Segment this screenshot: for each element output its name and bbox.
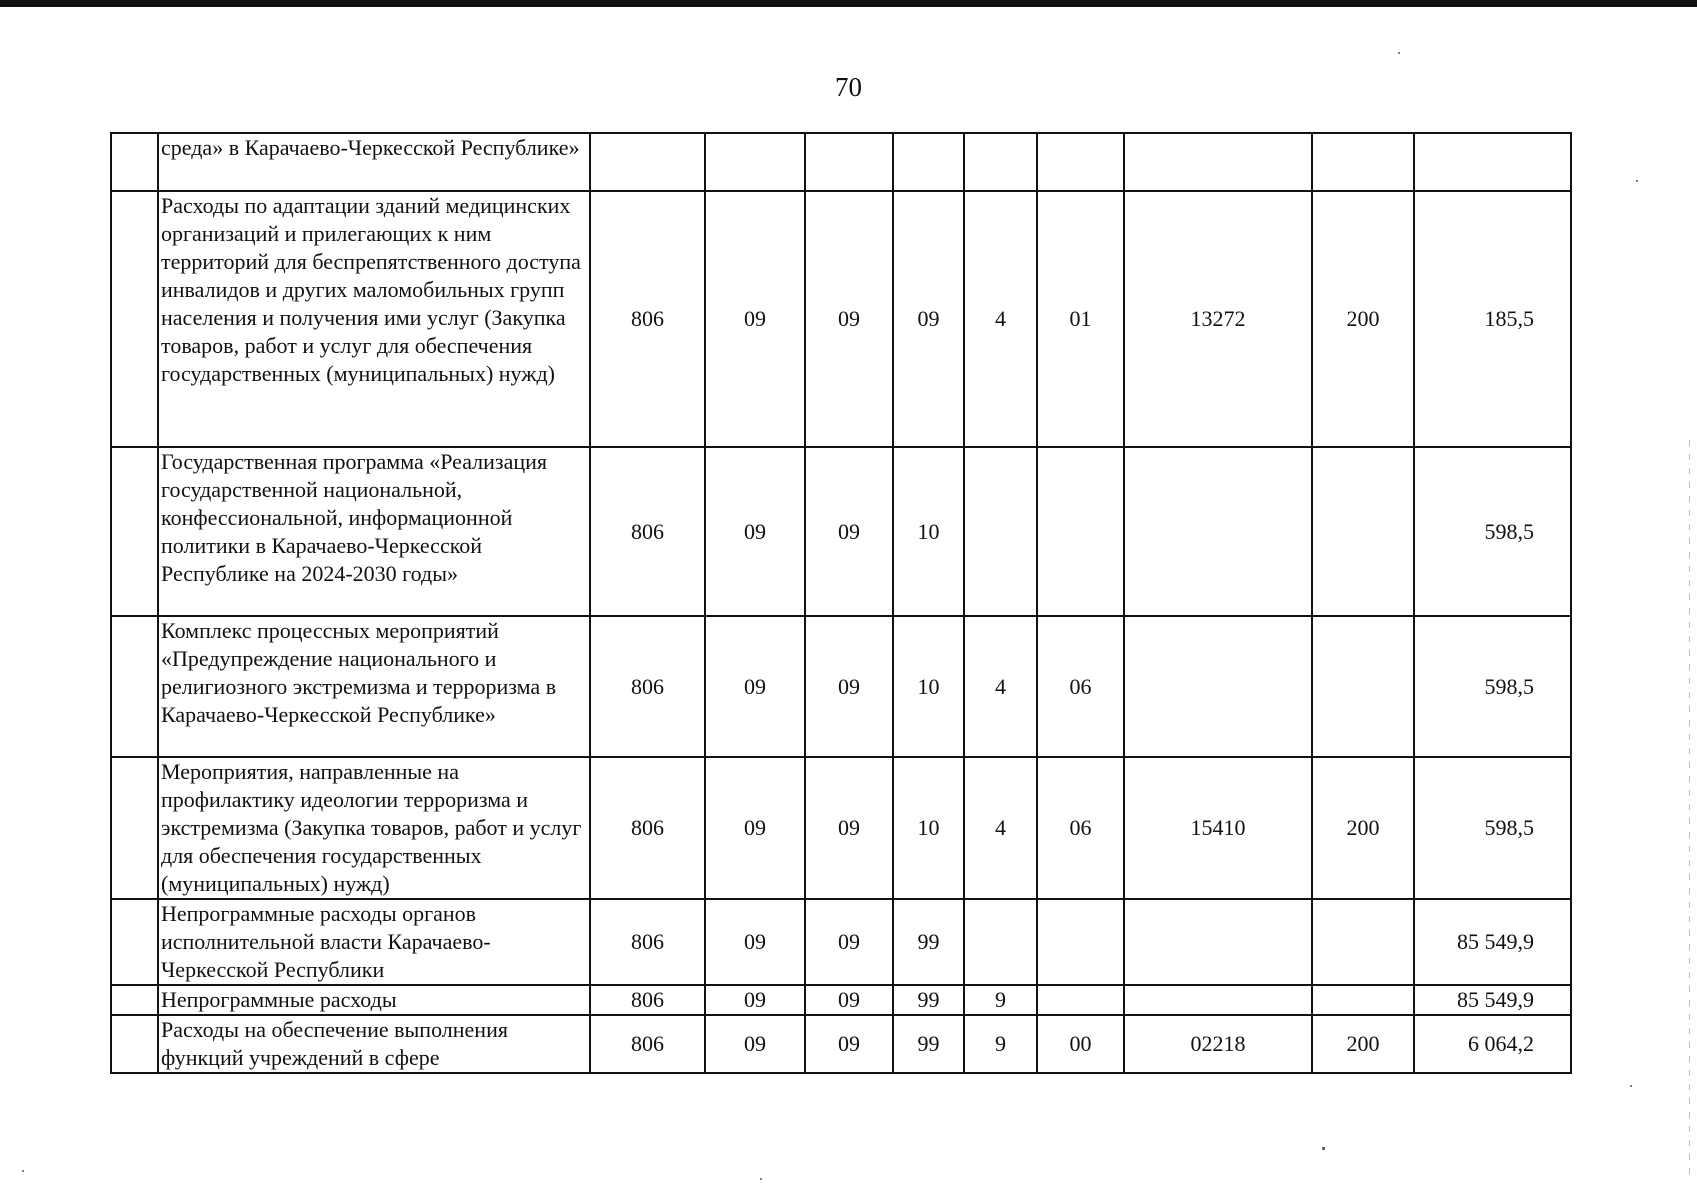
program-type-cell: 4 xyxy=(964,191,1037,447)
row-marker-cell xyxy=(111,191,158,447)
structure-cell: 01 xyxy=(1037,191,1124,447)
program-cell: 09 xyxy=(893,191,964,447)
structure-cell xyxy=(1037,133,1124,191)
program-cell xyxy=(893,133,964,191)
table-row xyxy=(111,757,1571,899)
program-type-cell xyxy=(964,899,1037,985)
description-cell: среда» в Карачаево-Черкесской Республике» xyxy=(158,133,590,191)
direction-cell: 15410 xyxy=(1124,757,1312,899)
structure-cell xyxy=(1037,447,1124,616)
subsection-cell: 09 xyxy=(805,899,893,985)
direction-cell xyxy=(1124,447,1312,616)
program-type-cell: 4 xyxy=(964,757,1037,899)
subsection-cell: 09 xyxy=(805,985,893,1015)
subsection-cell xyxy=(805,133,893,191)
amount-cell: 598,5 xyxy=(1414,757,1571,899)
program-cell: 10 xyxy=(893,447,964,616)
ministry-cell: 806 xyxy=(590,191,705,447)
description-cell: Расходы по адаптации зданий медицинских организаций и прилегающих к ним территорий для беспрепятственного доступа инвалидов и других маломобильных групп населения и получения ими услуг (Закупка товаров, работ и услуг для обеспечения государственных (муниципальных) нужд) xyxy=(158,191,590,447)
amount-cell: 185,5 xyxy=(1414,191,1571,447)
ministry-cell: 806 xyxy=(590,447,705,616)
scan-speck xyxy=(1322,1147,1325,1150)
budget-table xyxy=(110,132,1572,1074)
expense-type-cell xyxy=(1312,899,1414,985)
scan-speck xyxy=(1398,52,1400,54)
scan-speck xyxy=(22,1170,24,1172)
description-cell: Расходы на обеспечение выполнения функций учреждений в сфере xyxy=(158,1015,590,1073)
expense-type-cell: 200 xyxy=(1312,757,1414,899)
table-row xyxy=(111,899,1571,985)
table-row xyxy=(111,1015,1571,1073)
structure-cell: 06 xyxy=(1037,616,1124,757)
description-cell: Мероприятия, направленные на профилактику идеологии терроризма и экстремизма (Закупка товаров, работ и услуг для обеспечения государственных (муниципальных) нужд) xyxy=(158,757,590,899)
amount-cell: 598,5 xyxy=(1414,616,1571,757)
section-cell: 09 xyxy=(705,616,805,757)
direction-cell xyxy=(1124,899,1312,985)
table-row xyxy=(111,191,1571,447)
row-marker-cell xyxy=(111,757,158,899)
ministry-cell: 806 xyxy=(590,1015,705,1073)
structure-cell xyxy=(1037,899,1124,985)
program-cell: 10 xyxy=(893,616,964,757)
table-row xyxy=(111,985,1571,1015)
section-cell: 09 xyxy=(705,1015,805,1073)
subsection-cell: 09 xyxy=(805,1015,893,1073)
program-type-cell xyxy=(964,447,1037,616)
description-cell: Непрограммные расходы xyxy=(158,985,590,1015)
row-marker-cell xyxy=(111,616,158,757)
scan-speck xyxy=(1636,180,1638,182)
direction-cell: 02218 xyxy=(1124,1015,1312,1073)
row-marker-cell xyxy=(111,899,158,985)
amount-cell: 85 549,9 xyxy=(1414,985,1571,1015)
amount-cell: 85 549,9 xyxy=(1414,899,1571,985)
program-cell: 10 xyxy=(893,757,964,899)
scan-speck xyxy=(1630,1085,1632,1087)
section-cell: 09 xyxy=(705,191,805,447)
section-cell: 09 xyxy=(705,985,805,1015)
program-type-cell xyxy=(964,133,1037,191)
table-row xyxy=(111,447,1571,616)
row-marker-cell xyxy=(111,1015,158,1073)
expense-type-cell xyxy=(1312,133,1414,191)
expense-type-cell xyxy=(1312,985,1414,1015)
row-marker-cell xyxy=(111,447,158,616)
scan-top-border xyxy=(0,0,1697,7)
direction-cell xyxy=(1124,985,1312,1015)
page-number: 70 xyxy=(835,72,862,102)
ministry-cell: 806 xyxy=(590,985,705,1015)
table-row xyxy=(111,616,1571,757)
ministry-cell xyxy=(590,133,705,191)
subsection-cell: 09 xyxy=(805,191,893,447)
subsection-cell: 09 xyxy=(805,757,893,899)
description-cell: Комплекс процессных мероприятий «Предупреждение национального и религиозного экстремизма и терроризма в Карачаево-Черкесской Республике» xyxy=(158,616,590,757)
row-marker-cell xyxy=(111,133,158,191)
scan-edge-shadow xyxy=(1689,440,1690,1180)
subsection-cell: 09 xyxy=(805,616,893,757)
expense-type-cell: 200 xyxy=(1312,191,1414,447)
description-cell: Непрограммные расходы органов исполнительной власти Карачаево-Черкесской Республики xyxy=(158,899,590,985)
program-type-cell: 4 xyxy=(964,616,1037,757)
amount-cell: 6 064,2 xyxy=(1414,1015,1571,1073)
ministry-cell: 806 xyxy=(590,616,705,757)
program-type-cell: 9 xyxy=(964,1015,1037,1073)
direction-cell xyxy=(1124,133,1312,191)
section-cell: 09 xyxy=(705,447,805,616)
structure-cell: 06 xyxy=(1037,757,1124,899)
program-type-cell: 9 xyxy=(964,985,1037,1015)
section-cell xyxy=(705,133,805,191)
structure-cell: 00 xyxy=(1037,1015,1124,1073)
expense-type-cell: 200 xyxy=(1312,1015,1414,1073)
section-cell: 09 xyxy=(705,757,805,899)
direction-cell: 13272 xyxy=(1124,191,1312,447)
subsection-cell: 09 xyxy=(805,447,893,616)
description-cell: Государственная программа «Реализация государственной национальной, конфессиональной, информационной политики в Карачаево-Черкесской Республике на 2024-2030 годы» xyxy=(158,447,590,616)
table-row xyxy=(111,133,1571,191)
amount-cell: 598,5 xyxy=(1414,447,1571,616)
ministry-cell: 806 xyxy=(590,899,705,985)
amount-cell xyxy=(1414,133,1571,191)
program-cell: 99 xyxy=(893,1015,964,1073)
scan-speck xyxy=(760,1178,762,1180)
expense-type-cell xyxy=(1312,616,1414,757)
structure-cell xyxy=(1037,985,1124,1015)
section-cell: 09 xyxy=(705,899,805,985)
ministry-cell: 806 xyxy=(590,757,705,899)
row-marker-cell xyxy=(111,985,158,1015)
program-cell: 99 xyxy=(893,985,964,1015)
direction-cell xyxy=(1124,616,1312,757)
expense-type-cell xyxy=(1312,447,1414,616)
program-cell: 99 xyxy=(893,899,964,985)
